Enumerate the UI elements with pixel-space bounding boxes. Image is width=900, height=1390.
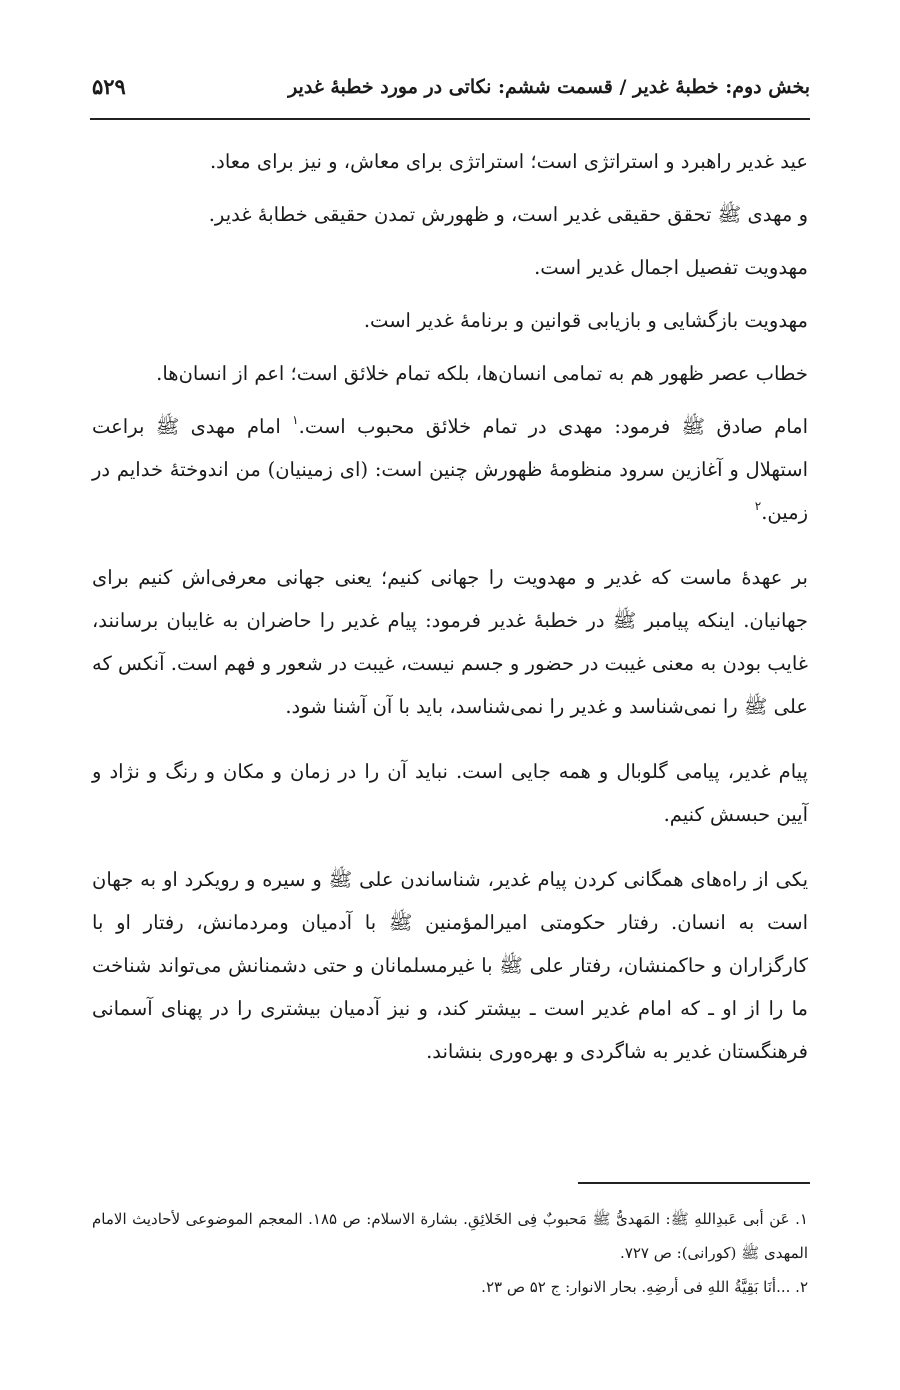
footnote-2: ۲. ...أنَا بَقِیَّةُ اللهِ فی أرضِهِ. بحار الانوار: ج ۵۲ ص ۲۳. bbox=[481, 1278, 808, 1296]
paragraph-part: امام صادق ﷺ فرمود: مهدی در تمام خلائق محبوب است. bbox=[298, 415, 808, 438]
footnote-ref-2[interactable]: ۲ bbox=[754, 499, 762, 513]
paragraph: پیام غدیر، پیامی گلوبال و همه جایی است. نباید آن را در زمان و مکان و رنگ و نژاد و آیین حبسش کنیم. bbox=[92, 760, 808, 826]
paragraph-part: امام مهدی ﷺ براعت استهلال و آغازین سرود منظومهٔ ظهورش چنین است: (ای زمینیان) من اندوختهٔ خدایم در زمین. bbox=[92, 415, 808, 524]
page-number: ۵۲۹ bbox=[92, 74, 126, 99]
paragraph: عید غدیر راهبرد و استراتژی است؛ استراتژی برای معاش، و نیز برای معاد. bbox=[209, 150, 808, 173]
paragraph: و مهدی ﷺ تحقق حقیقی غدیر است، و ظهورش تمدن حقیقی خطابهٔ غدیر. bbox=[208, 203, 808, 226]
paragraph: مهدویت بازگشایی و بازیابی قوانین و برنامهٔ غدیر است. bbox=[363, 309, 808, 332]
paragraph: مهدویت تفصیل اجمال غدیر است. bbox=[534, 256, 808, 279]
footnote-ref-1[interactable]: ۱ bbox=[292, 413, 299, 427]
footnotes bbox=[92, 1202, 808, 1304]
paragraph: بر عهدهٔ ماست که غدیر و مهدویت را جهانی کنیم؛ یعنی جهانی معرفی‌اش کنیم برای جهانیان. اینکه پیامبر ﷺ در خطبهٔ غدیر فرمود: پیام غدیر را حاضران به غایبان برسانند، غایب بودن به معنی غیبت در حضور و جسم نیست، غیبت در شعور و فهم است. آنکس که علی ﷺ را نمی‌شناسد و غدیر را نمی‌شناسد، باید با آن آشنا شود. bbox=[92, 566, 808, 718]
paragraph: خطاب عصر ظهور هم به تمامی انسان‌ها، بلکه تمام خلائق است؛ اعم از انسان‌ها. bbox=[156, 362, 808, 385]
paragraph: یکی از راه‌های همگانی کردن پیام غدیر، شناساندن علی ﷺ و سیره و رویکرد او به جهان است به انسان. رفتار حکومتی امیرالمؤمنین ﷺ با آدمیان ومردمانش، رفتار او با کارگزاران و حاکمنشان، رفتار علی ﷺ با غیرمسلمانان و حتی دشمنانش می‌تواند شناخت ما را از او ـ که امام غدیر است ـ بیشتر کند، و نیز آدمیان بیشتری را در پهنای آسمانی فرهنگستان غدیر به شاگردی و بهره‌وری بنشاند. bbox=[92, 868, 808, 1063]
footnote-divider bbox=[578, 1182, 810, 1184]
main-text bbox=[92, 140, 808, 1083]
running-header bbox=[90, 68, 810, 120]
footnote-1: ۱. عَن أبی عَبدِاللهِ ﷺ: المَهدیُّ ﷺ مَحبوبٌ فِی الخَلائِقِ. بشارة الاسلام: ص ۱۸۵. المعجم الموضوعی لأحادیث الامام المهدی ﷺ (کورانی): ص ۷۲۷. bbox=[92, 1210, 808, 1262]
paragraph-imam-sadiq bbox=[92, 405, 808, 534]
header-title: بخش دوم: خطبهٔ غدیر / قسمت ششم: نکاتی در مورد خطبهٔ غدیر bbox=[288, 76, 810, 98]
